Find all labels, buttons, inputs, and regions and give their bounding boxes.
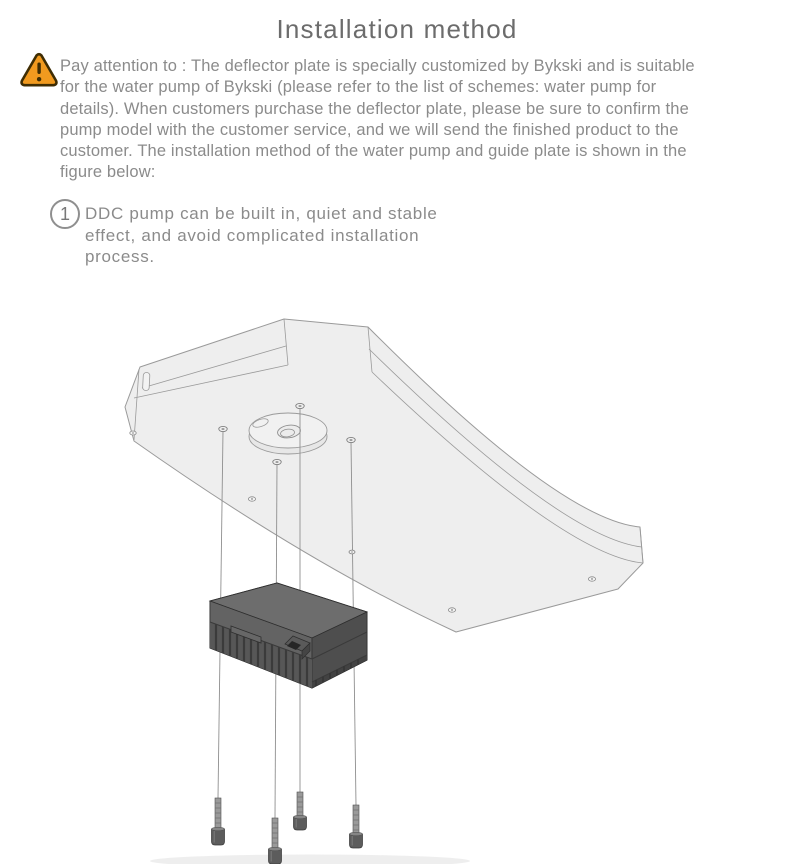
- warning-line: figure below:: [60, 163, 156, 182]
- warning-line: for the water pump of Bykski (please refer to the list of schemes: water pump for: [60, 78, 657, 97]
- screw: [350, 805, 363, 848]
- step-line: process.: [85, 247, 155, 267]
- installation-diagram: [0, 290, 794, 864]
- screw: [269, 818, 282, 864]
- step-line: effect, and avoid complicated installation: [85, 225, 420, 245]
- step-1-text: [85, 203, 438, 268]
- warning-icon: [20, 52, 58, 88]
- mounting-hole: [130, 431, 136, 435]
- warning-text: [60, 56, 695, 184]
- screws: [212, 792, 363, 864]
- warning-line: details). When customers purchase the deflector plate, please be sure to confirm the: [60, 99, 689, 118]
- plate-slot: [143, 372, 150, 390]
- mounting-hole: [448, 608, 455, 612]
- step-line: DDC pump can be built in, quiet and stable: [85, 204, 438, 223]
- mounting-hole: [248, 497, 255, 501]
- pump-mount-boss: [249, 413, 327, 454]
- ddc-pump: [210, 583, 367, 688]
- warning-line: pump model with the customer service, and we will send the finished product to the: [60, 120, 679, 139]
- warning-line: Pay attention to : The deflector plate is specially customized by Bykski and is suitable: [60, 57, 695, 75]
- screw: [294, 792, 307, 830]
- mounting-hole: [588, 577, 595, 581]
- warning-line: customer. The installation method of the water pump and guide plate is shown in the: [60, 142, 687, 161]
- screw: [212, 798, 225, 845]
- floor-shadow: [150, 855, 470, 864]
- deflector-plate: [125, 319, 643, 632]
- step-1-badge: 1: [50, 199, 80, 229]
- page-title: Installation method: [276, 14, 518, 44]
